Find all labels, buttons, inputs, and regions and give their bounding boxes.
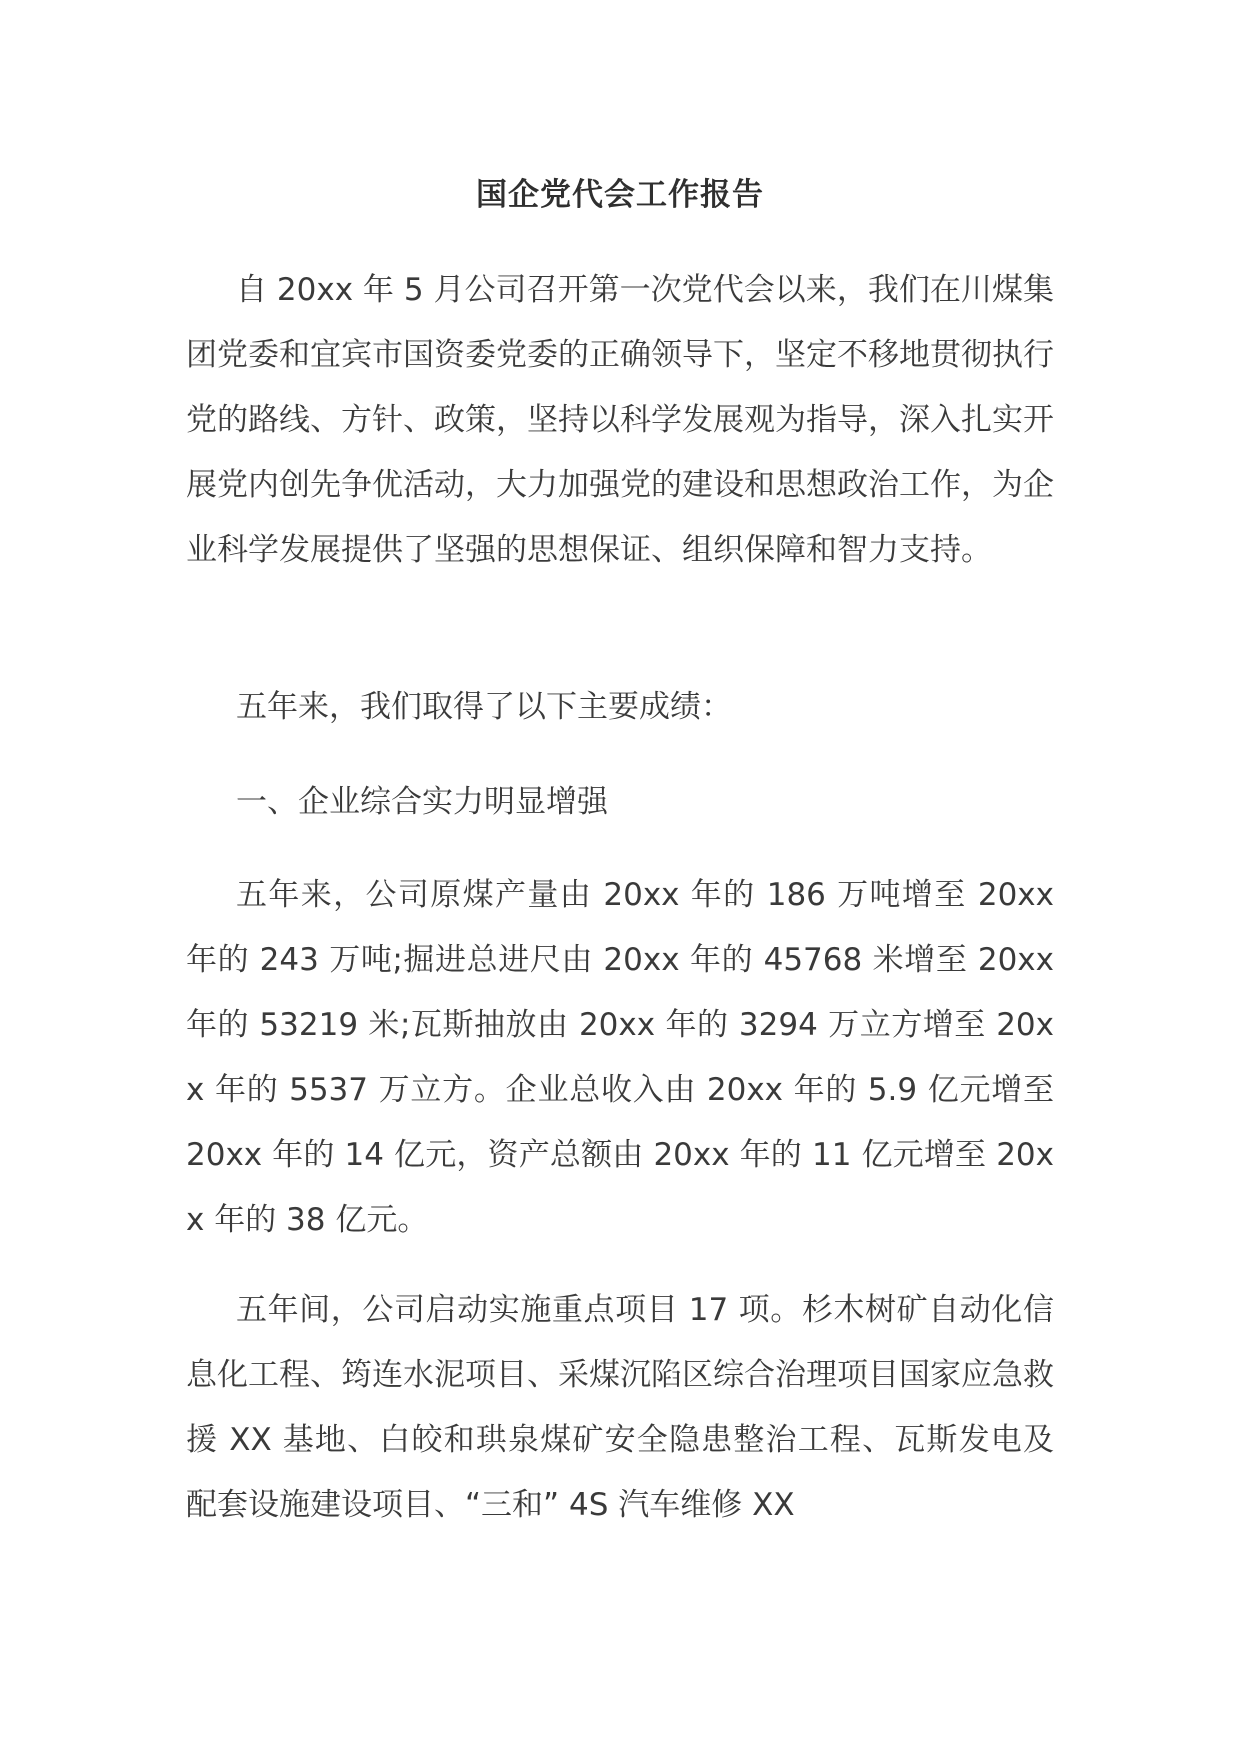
paragraph-production-stats: 五年来，公司原煤产量由 20xx 年的 186 万吨增至 20xx 年的 243 万吨;掘进总进尺由 20xx 年的 45768 米增至 20xx 年的 53219 米;瓦斯抽放由 20xx 年的 3294 万立方增至 20xx 年的 5537 万立方。企业总收入由 20xx 年的 5.9 亿元增至 20xx 年的 14 亿元，资产总额由 20xx 年的 11 亿元增至 20xx 年的 38 亿元。 xyxy=(186,877,1054,1238)
paragraph-achievements-lead: 五年来，我们取得了以下主要成绩： xyxy=(236,689,732,725)
paragraph-key-projects: 五年间，公司启动实施重点项目 17 项。杉木树矿自动化信息化工程、筠连水泥项目、采煤沉陷区综合治理项目国家应急救援 XX 基地、白皎和珙泉煤矿安全隐患整治工程、瓦斯发电及配套设施建设项目、“三和” 4S 汽车维修 XX xyxy=(186,1292,1054,1523)
document-title: 国企党代会工作报告 xyxy=(476,177,764,213)
section-heading-1: 一、企业综合实力明显增强 xyxy=(236,784,608,820)
paragraph-intro: 自 20xx 年 5 月公司召开第一次党代会以来，我们在川煤集团党委和宜宾市国资委党委的正确领导下，坚定不移地贯彻执行党的路线、方针、政策，坚持以科学发展观为指导，深入扎实开展党内创先争优活动，大力加强党的建设和思想政治工作，为企业科学发展提供了坚强的思想保证、组织保障和智力支持。 xyxy=(186,272,1054,568)
